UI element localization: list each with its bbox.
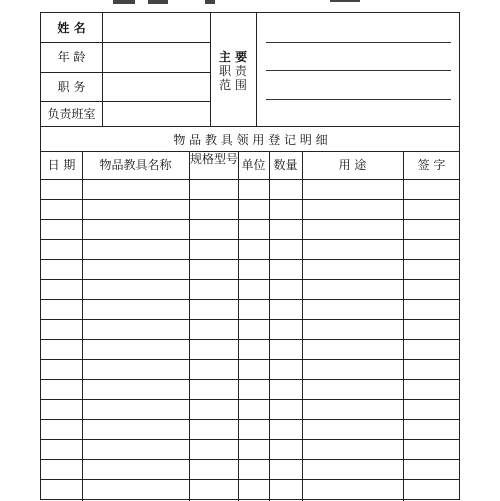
col-quantity: 数量 (273, 158, 298, 172)
table-row (41, 239, 460, 240)
header-bottom-line (41, 126, 460, 127)
section-title: 物 品 教 具 领 用 登 记 明 细 (173, 133, 328, 147)
table-row (41, 479, 460, 480)
top-title-fragment-2 (148, 0, 168, 4)
header-label-divider (102, 13, 103, 126)
col-unit: 单位 (241, 158, 266, 172)
position-label: 职 务 (57, 80, 86, 94)
duty-writing-line-3 (266, 99, 451, 100)
col-date: 日 期 (47, 158, 76, 172)
col-purpose: 用 途 (338, 158, 367, 172)
top-title-fragment-4 (330, 0, 360, 2)
col-signature: 签 字 (417, 158, 446, 172)
table-row (41, 319, 460, 320)
table-row (41, 379, 460, 380)
grid-col-line-5 (302, 151, 303, 501)
col-item-name: 物品教具名称 (99, 158, 172, 172)
class-label: 负责班室 (47, 107, 96, 121)
duty-writing-line-2 (266, 70, 451, 71)
table-row (41, 219, 460, 220)
table-row (41, 459, 460, 460)
table-row (41, 299, 460, 300)
table-row (41, 339, 460, 340)
grid-col-line-3 (238, 151, 239, 501)
table-row (41, 279, 460, 280)
registration-form (40, 12, 460, 500)
duty-writing-line-1 (266, 42, 451, 43)
name-label: 姓 名 (57, 21, 86, 35)
header-duty-divider (256, 13, 257, 126)
table-row (41, 259, 460, 260)
header-row-line-2 (41, 72, 210, 73)
table-row (41, 439, 460, 440)
grid-col-line-4 (269, 151, 270, 501)
top-title-fragment-3 (205, 0, 215, 4)
section-title-bottom-line (41, 151, 460, 152)
header-row-line-1 (41, 42, 210, 43)
age-label: 年 龄 (57, 50, 86, 64)
grid-col-line-6 (403, 151, 404, 501)
duty-label-line-2: 职 责 (219, 64, 247, 78)
table-row (41, 399, 460, 400)
duty-label-line-1: 主 要 (218, 50, 248, 64)
col-spec: 规格型号 (190, 152, 239, 166)
table-row (41, 199, 460, 200)
duty-label-line-3: 范 围 (219, 78, 247, 92)
grid-col-line-1 (82, 151, 83, 501)
top-title-fragment-1 (113, 0, 135, 4)
table-row (41, 359, 460, 360)
table-row (41, 179, 460, 180)
table-row (41, 419, 460, 420)
grid-col-line-2 (189, 151, 190, 501)
header-row-line-3 (41, 101, 210, 102)
